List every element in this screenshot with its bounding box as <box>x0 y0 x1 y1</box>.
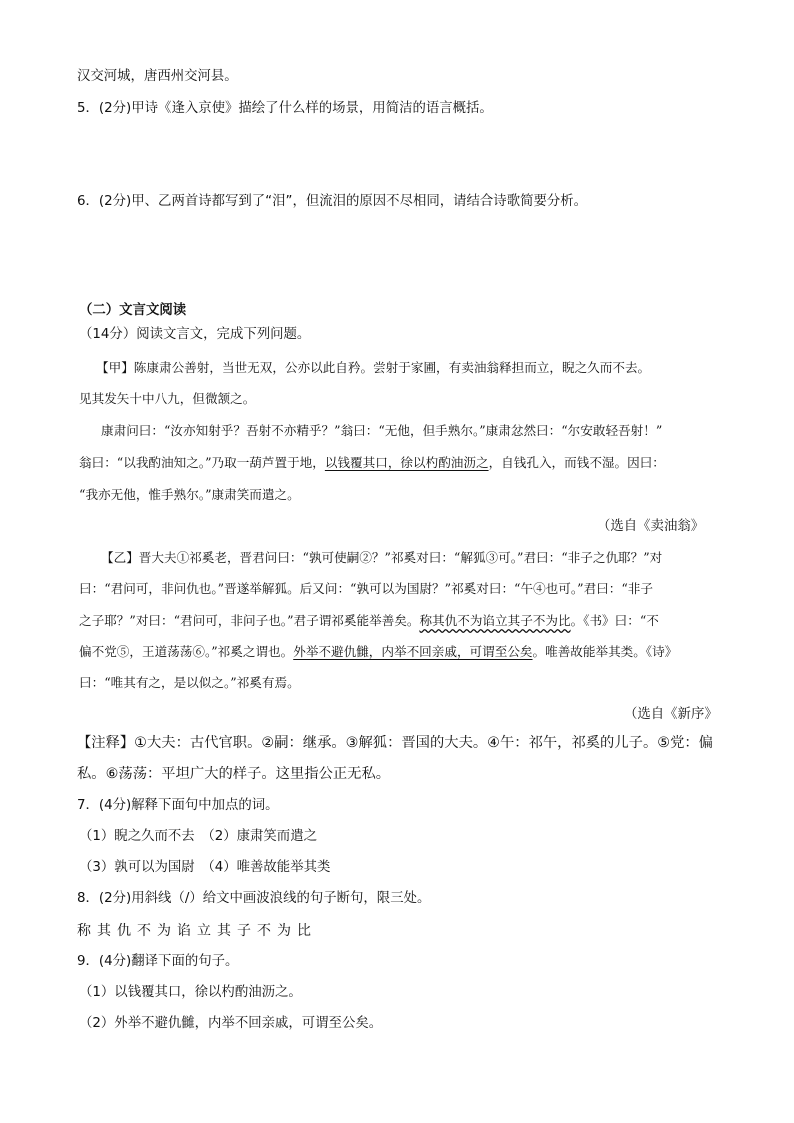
jia-para2-line3: “我亦无他，惟手熟尔。”康肃笑而遣之。 <box>79 487 300 502</box>
yi-text: 偏不党⑤，王道荡荡⑥。”祁奚之谓也。 <box>79 644 294 659</box>
jia-text: ，自钱孔入，而钱不湿。因曰： <box>488 455 665 470</box>
yi-text: 。唯善故能举其类。《诗》 <box>532 644 678 659</box>
yi-line3 <box>79 612 659 630</box>
yi-line4 <box>79 643 677 661</box>
jia-para1-line1: 【甲】陈康肃公善射，当世无双，公亦以此自矜。尝射于家圃，有卖油翁释担而立，睨之久而不去。 <box>96 360 651 375</box>
question-9: 9．(4分)翻译下面的句子。 <box>77 954 239 969</box>
question-5: 5．(2分)甲诗《逢入京使》描绘了什么样的场景，用简洁的语言概括。 <box>77 101 493 116</box>
yi-line2: 曰：“君问可，非问仇也。”晋遂举解狐。后又问：“孰可以为国尉？”祁奚对曰：“午④也可。”君曰：“非子 <box>79 581 653 596</box>
yi-line5: 曰：“唯其有之，是以似之。”祁奚有焉。 <box>79 675 300 690</box>
question-9-sentence1: （1）以钱覆其口，徐以杓酌油沥之。 <box>79 985 302 1000</box>
notes-line2: 私。⑥荡荡：平坦广大的样子。这里指公正无私。 <box>77 766 391 782</box>
question-9-sentence2: （2）外举不避仇雠，内举不回亲戚，可谓至公矣。 <box>79 1016 383 1031</box>
jia-para1-line2: 见其发矢十中八九，但微颔之。 <box>79 391 256 406</box>
jia-source: （选自《卖油翁》 <box>597 519 705 534</box>
yi-text: 。《书》曰：“不 <box>570 613 659 628</box>
question-7-row2: （3）孰可以为国尉 （4）唯善故能举其类 <box>79 860 331 875</box>
question-7-row1: （1）睨之久而不去 （2）康肃笑而遣之 <box>79 829 317 844</box>
jia-para2-line1: 康肃问曰：“汝亦知射乎？吾射不亦精乎？”翁曰：“无他，但手熟尔。”康肃忿然曰：“尔安敢轻吾射！” <box>101 423 663 438</box>
question-6: 6．(2分)甲、乙两首诗都写到了“泪”，但流泪的原因不尽相同，请结合诗歌简要分析。 <box>77 194 588 209</box>
intro-end-text: 汉交河城，唐西州交河县。 <box>77 69 238 84</box>
yi-line1: 【乙】晋大夫①祁奚老，晋君问曰：“孰可使嗣②？”祁奚对曰：“解狐③可。”君曰：“非子之仇耶？”对 <box>101 550 663 565</box>
underlined-sentence: 以钱覆其口，徐以杓酌油沥之 <box>324 455 489 470</box>
question-8: 8．(2分)用斜线（/）给文中画波浪线的句子断句，限三处。 <box>77 891 431 906</box>
jia-text: 翁曰：“以我酌油知之。”乃取一葫芦置于地， <box>79 455 325 470</box>
yi-text: 之子耶？”对曰：“君问可，非问子也。”君子谓祁奚能举善矣。 <box>79 613 420 628</box>
underlined-sentence: 外举不避仇雠，内举不回亲戚，可谓至公矣 <box>293 644 533 659</box>
question-8-sentence: 称其仇不为谄立其子不为比 <box>77 923 317 939</box>
section-title: （二）文言文阅读 <box>79 303 187 318</box>
wavy-underlined-sentence: 称其仇不为谄立其子不为比 <box>419 613 571 628</box>
question-7: 7．(4分)解释下面句中加点的词。 <box>77 798 279 813</box>
notes-line1: 【注释】①大夫：古代官职。②嗣：继承。③解狐：晋国的大夫。④午：祁午，祁奚的儿子。⑤党：偏 <box>77 735 713 751</box>
yi-source: （选自《新序》 <box>624 707 718 722</box>
jia-para2-line2 <box>79 454 665 472</box>
section-instruction: （14分）阅读文言文，完成下列问题。 <box>79 327 311 342</box>
